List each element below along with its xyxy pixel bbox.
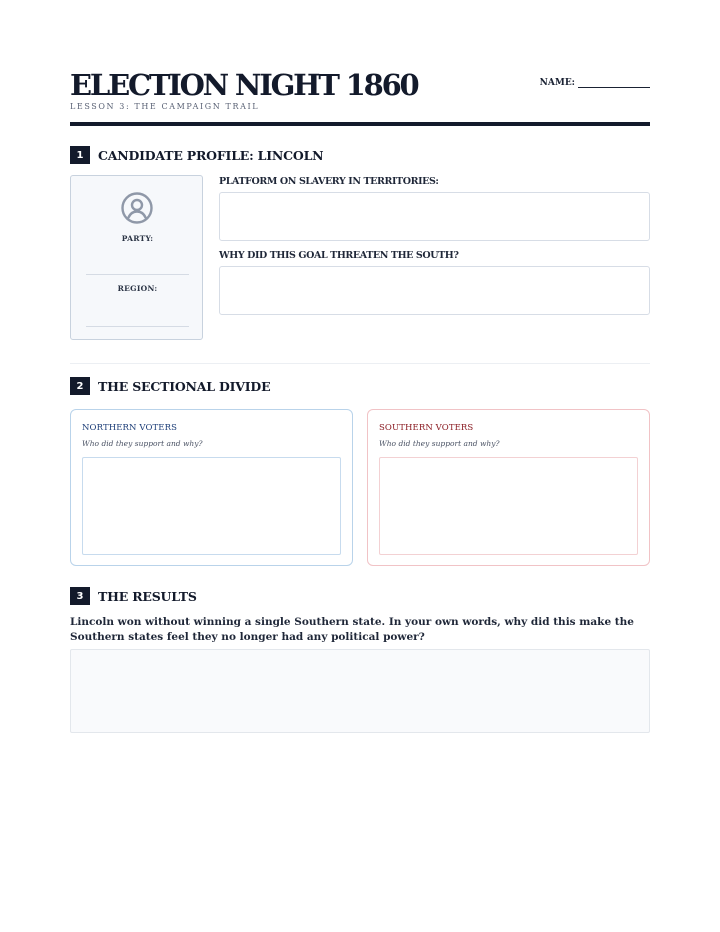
party-label: PARTY: [121,234,154,243]
name-label: NAME: [539,78,575,88]
region-label: REGION: [117,284,158,293]
section-2-title: THE SECTIONAL DIVIDE [98,378,271,394]
section-1-title: CANDIDATE PROFILE: LINCOLN [98,147,324,163]
platform-answer-box[interactable] [219,192,650,241]
northern-voters-title: NORTHERN VOTERS [82,423,178,433]
section-1-number: 1 [70,146,90,164]
section-3-header [70,587,197,605]
candidate-profile-card [70,175,203,340]
northern-voters-prompt: Who did they support and why? [82,439,203,448]
southern-voters-answer-box[interactable] [379,457,638,555]
northern-voters-card [70,409,353,566]
party-answer-line[interactable] [86,274,189,275]
user-circle-icon [121,192,153,224]
results-answer-box[interactable] [70,649,650,733]
northern-voters-answer-box[interactable] [82,457,341,555]
worksheet-title: ELECTION NIGHT 1860 [70,68,418,102]
name-blank-line[interactable] [578,78,650,88]
threat-answer-box[interactable] [219,266,650,315]
southern-voters-title: SOUTHERN VOTERS [379,423,474,433]
threat-question-label: WHY DID THIS GOAL THREATEN THE SOUTH? [219,250,459,261]
lesson-subtitle: LESSON 3: THE CAMPAIGN TRAIL [70,102,260,111]
header-divider [70,122,650,126]
name-field[interactable] [540,78,650,88]
platform-question-label: PLATFORM ON SLAVERY IN TERRITORIES: [219,176,439,187]
section-2-number: 2 [70,377,90,395]
region-answer-line[interactable] [86,326,189,327]
section-divider [70,363,650,364]
section-3-number: 3 [70,587,90,605]
section-3-title: THE RESULTS [98,588,197,604]
southern-voters-card [367,409,650,566]
section-1-header [70,146,323,164]
results-question: Lincoln won without winning a single Southern state. In your own words, why did this make the Southern states feel they no longer had any political power? [70,616,634,643]
southern-voters-prompt: Who did they support and why? [379,439,500,448]
section-2-header [70,377,270,395]
